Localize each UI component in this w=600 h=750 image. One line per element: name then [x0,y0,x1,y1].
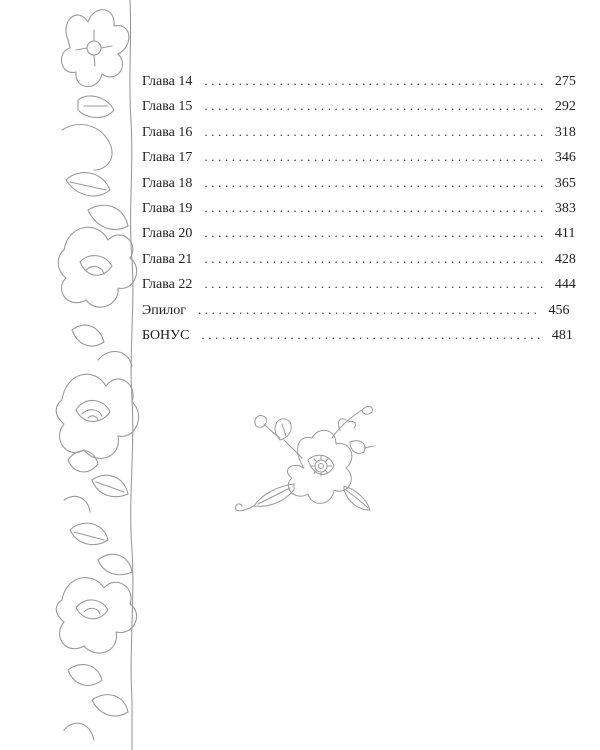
toc-entry-chapter-22[interactable] [142,271,576,296]
floral-border-icon [58,0,136,750]
toc-entry-page-number: 481 [551,327,573,343]
toc-entry-label: Глава 14 [142,74,193,89]
toc-entry-page-number: 292 [554,99,576,115]
toc-entry-page-number: 456 [548,302,570,318]
toc-entry-label: Глава 15 [142,99,193,115]
toc-entry-label: Глава 16 [142,124,193,140]
toc-entry-chapter-17[interactable] [142,144,576,169]
toc-dot-leader: .................................................. [204,174,547,190]
table-of-contents [142,68,576,347]
toc-entry-label: Глава 22 [142,277,193,293]
toc-entry-page-number: 318 [554,124,576,140]
toc-entry-label: БОНУС [142,327,190,343]
toc-dot-leader: .................................................. [204,199,547,215]
toc-entry-page-number: 411 [554,226,576,242]
toc-entry-label: Глава 18 [142,175,193,191]
toc-dot-leader: .................................................. [204,149,547,165]
toc-dot-leader: .................................................. [204,98,547,114]
magnolia-sprig-icon [232,398,382,523]
toc-dot-leader: .................................................. [204,123,547,139]
toc-entry-chapter-21[interactable] [142,246,576,271]
toc-dot-leader: .................................................. [201,326,544,342]
toc-dot-leader: .................................................. [204,73,547,88]
toc-entry-page-number: 428 [554,251,576,267]
toc-entry-page-number: 444 [554,277,576,293]
toc-entry-chapter-20[interactable] [142,220,576,245]
toc-entry-chapter-19[interactable] [142,195,576,220]
toc-dot-leader: .................................................. [204,225,547,241]
toc-entry-chapter-15[interactable] [142,93,576,118]
toc-dot-leader: .................................................. [204,250,547,266]
toc-entry-bonus[interactable] [142,322,573,347]
toc-entry-page-number: 383 [554,200,576,216]
toc-entry-label: Эпилог [142,302,186,318]
toc-entry-page-number: 275 [554,74,576,89]
toc-entry-page-number: 346 [554,150,576,166]
toc-entry-epilogue[interactable] [142,297,570,322]
toc-dot-leader: .................................................. [204,276,547,292]
toc-entry-chapter-16[interactable] [142,119,576,144]
toc-entry-label: Глава 20 [142,226,193,242]
toc-entry-label: Глава 17 [142,150,193,166]
toc-entry-chapter-14[interactable] [142,68,576,93]
toc-entry-label: Глава 19 [142,200,193,216]
toc-entry-page-number: 365 [554,175,576,191]
toc-entry-label: Глава 21 [142,251,193,267]
toc-dot-leader: .................................................. [197,301,541,317]
toc-entry-chapter-18[interactable] [142,170,576,195]
